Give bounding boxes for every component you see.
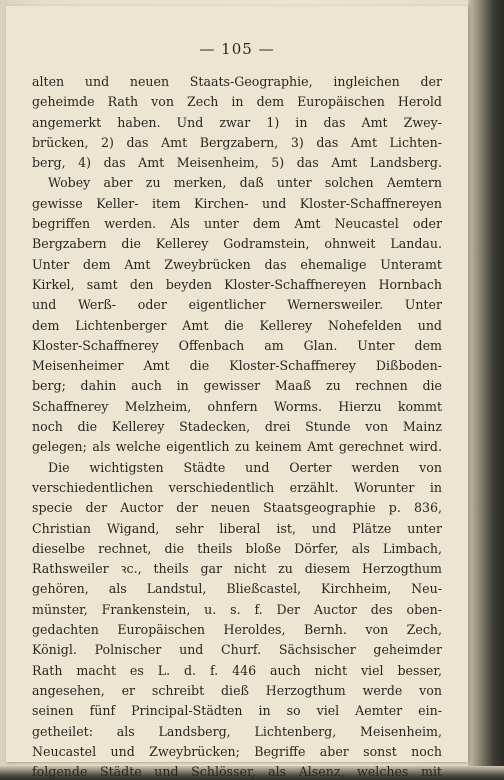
text-line: gewisse Keller- item Kirchen- und Kloster-Schaffnereyen: [32, 195, 442, 211]
text-line: specie der Auctor der neuen Staatsgeographie p. 836,: [32, 500, 442, 516]
text-line: noch die Kellerey Stadecken, drei Stunde von Mainz: [32, 419, 442, 435]
book-spine-shadow: [468, 0, 504, 780]
text-line: Wobey aber zu merken, daß unter solchen Aemtern: [48, 175, 442, 191]
text-line: gelegen; als welche eigentlich zu keinem Amt gerechnet wird.: [32, 439, 442, 455]
text-line: brücken, 2) das Amt Bergzabern, 3) das Amt Lichten-: [32, 134, 442, 150]
text-line: Bergzabern die Kellerey Godramstein, ohnweit Landau.: [32, 236, 442, 252]
text-line: geheimde Rath von Zech in dem Europäischen Herold: [32, 94, 442, 110]
text-line: Königl. Polnischer und Churf. Sächsischer geheimder: [32, 642, 442, 658]
text-line: berg, 4) das Amt Meisenheim, 5) das Amt Landsberg.: [32, 155, 442, 171]
text-line: Die wichtigsten Städte und Oerter werden von: [48, 459, 442, 475]
text-line: Rath macht es L. d. f. 446 auch nicht viel besser,: [32, 662, 442, 678]
text-line: Christian Wigand, sehr liberal ist, und Plätze unter: [32, 520, 442, 536]
text-line: getheilet: als Landsberg, Lichtenberg, Meisenheim,: [32, 723, 442, 739]
text-line: folgende Städte und Schlösser, als Alsenz, welches mit: [32, 764, 442, 780]
text-line: gedachten Europäischen Heroldes, Bernh. von Zech,: [32, 622, 442, 638]
body-text: [32, 72, 442, 780]
text-line: Meisenheimer Amt die Kloster-Schaffnerey Dißboden-: [32, 358, 442, 374]
page-number: — 105 —: [199, 40, 275, 58]
text-line: angesehen, er schreibt dieß Herzogthum werde von: [32, 682, 442, 698]
text-line: dieselbe rechnet, die theils bloße Dörfer, als Limbach,: [32, 540, 442, 556]
text-line: begriffen werden. Als unter dem Amt Neucastel oder: [32, 216, 442, 232]
text-line: alten und neuen Staats-Geographie, ingleichen der: [32, 74, 442, 89]
text-line: Unter dem Amt Zweybrücken das ehemalige Unteramt: [32, 256, 442, 272]
text-line: angemerkt haben. Und zwar 1) in das Amt Zwey-: [32, 114, 442, 130]
text-line: Kloster-Schaffnerey Offenbach am Glan. Unter dem: [32, 337, 442, 353]
text-line: münster, Frankenstein, u. s. f. Der Auctor des oben-: [32, 601, 442, 617]
text-line: verschiedentlichen verschiedentlich erzählt. Worunter in: [32, 479, 442, 495]
text-line: und Werß- oder eigentlicher Wernersweiler. Unter: [32, 297, 442, 313]
page-sheet: [6, 6, 468, 780]
text-line: Schaffnerey Melzheim, ohnfern Worms. Hierzu kommt: [32, 398, 442, 414]
text-line: seinen fünf Principal-Städten in so viel Aemter ein-: [32, 703, 442, 719]
text-line: dem Lichtenberger Amt die Kellerey Nohefelden und: [32, 317, 442, 333]
text-line: Rathsweiler ꝛc., theils gar nicht zu diesem Herzogthum: [32, 561, 442, 577]
text-line: Neucastel und Zweybrücken; Begriffe aber sonst noch: [32, 743, 442, 759]
text-line: gehören, als Landstul, Bließcastel, Kirchheim, Neu-: [32, 581, 442, 597]
text-line: berg; dahin auch in gewisser Maaß zu rechnen die: [32, 378, 442, 394]
text-line: Kirkel, samt den beyden Kloster-Schaffnereyen Hornbach: [32, 276, 442, 292]
